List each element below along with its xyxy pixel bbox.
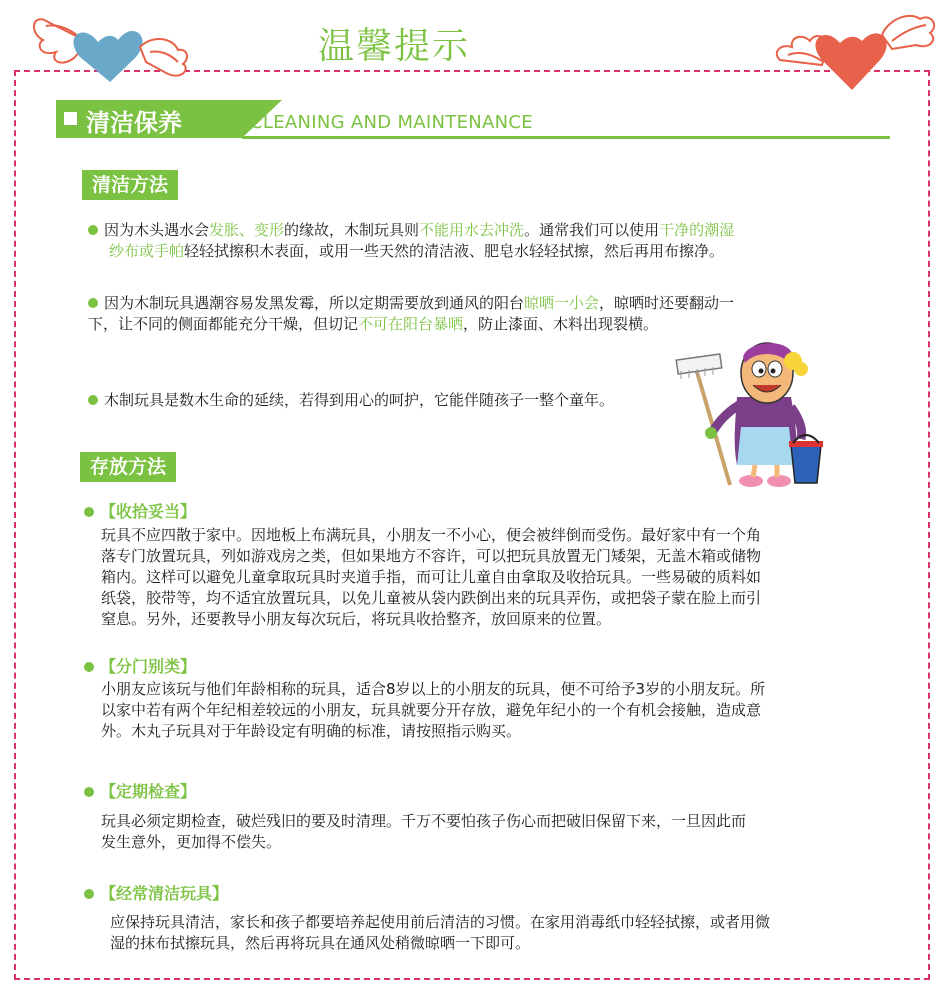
storage-item-title <box>84 499 196 522</box>
bullet-dot-icon <box>88 298 98 308</box>
bullet-dot-icon <box>84 507 94 517</box>
body-line: 纸袋，胶带等，均不适宜放置玩具，以免儿童被从袋内跌倒出来的玩具弄伤，或把袋子蒙在脸上而引 <box>101 589 762 607</box>
text-segment: 。通常我们可以使用 <box>524 221 660 239</box>
section-title-zh: 清洁保养 <box>86 109 182 137</box>
storage-item-title <box>84 654 196 677</box>
page-title: 温馨提示 <box>318 26 471 67</box>
item-title-text: 【定期检查】 <box>100 782 197 801</box>
bullet-dot-icon <box>84 662 94 672</box>
storage-method-tag: 存放方法 <box>80 452 176 482</box>
text-segment: 轻轻拭擦积木表面，或用一些天然的清洁液、肥皂水轻轻拭擦，然后再用布擦净。 <box>184 242 725 260</box>
body-line: 发生意外，更加得不偿失。 <box>101 833 282 851</box>
bullet-dot-icon <box>88 225 98 235</box>
text-segment: 因为木头遇水会 <box>104 221 210 239</box>
bullet-dot-icon <box>84 889 94 899</box>
item-title-text: 【经常清洁玩具】 <box>100 884 229 903</box>
cleaning-paragraph-2 <box>88 293 833 335</box>
winged-heart-right-icon <box>770 5 940 95</box>
bullet-dot-icon <box>84 787 94 797</box>
cleaning-paragraph-1 <box>88 220 833 262</box>
item-title-text: 【分门别类】 <box>100 657 197 676</box>
highlight-text: 晾晒一小会 <box>524 294 600 312</box>
text-segment: 因为木制玩具遇潮容易发黑发霉，所以定期需要放到通风的阳台 <box>104 294 525 312</box>
text-segment: 的缘故，木制玩具则 <box>284 221 420 239</box>
cleaning-paragraph-3 <box>88 390 688 411</box>
storage-item-body <box>101 679 861 742</box>
highlight-text: 发胀、变形 <box>209 221 285 239</box>
storage-item-body <box>101 525 861 630</box>
cleaning-method-tag: 清洁方法 <box>82 170 178 200</box>
cleaning-lady-illustration <box>675 335 835 493</box>
highlight-text: 纱布或手帕 <box>109 242 185 260</box>
body-line: 以家中若有两个年纪相差较远的小朋友，玩具就要分开存放，避免年纪小的一个有机会接触，造成意 <box>101 701 762 719</box>
text-segment: ，防止漆面、木料出现裂横。 <box>463 315 659 333</box>
storage-item-body <box>101 811 861 853</box>
section-header <box>56 100 890 138</box>
bullet-dot-icon <box>88 395 98 405</box>
highlight-text: 干净的潮湿 <box>659 221 735 239</box>
square-bullet-icon <box>64 112 77 125</box>
body-line: 窒息。另外，还要教导小朋友每次玩后，将玩具收拾整齐，放回原来的位置。 <box>101 610 612 628</box>
highlight-text: 不能用水去冲洗 <box>419 221 525 239</box>
body-line: 玩具必须定期检查，破烂残旧的要及时清理。千万不要怕孩子伤心而把破旧保留下来，一旦因此而 <box>101 812 747 830</box>
section-underline <box>242 136 890 139</box>
body-line: 玩具不应四散于家中。因地板上布满玩具，小朋友一不小心，便会被绊倒而受伤。最好家中有一个角 <box>101 526 762 544</box>
section-title-en: CLEANING AND MAINTENANCE <box>250 112 533 133</box>
text-segment: 下，让不同的侧面都能充分干燥，但切记 <box>88 315 359 333</box>
storage-item-title <box>84 881 228 904</box>
body-line: 应保持玩具清洁，家长和孩子都要培养起使用前后清洁的习惯。在家用消毒纸巾轻轻拭擦，或者用微 <box>110 913 771 931</box>
highlight-text: 不可在阳台暴晒 <box>358 315 464 333</box>
text-segment: 木制玩具是数木生命的延续，若得到用心的呵护，它能伴随孩子一整个童年。 <box>104 391 615 409</box>
body-line: 箱内。这样可以避免儿童拿取玩具时夹道手指，而可让儿童自由拿取及收拾玩具。一些易破的质料如 <box>101 568 762 586</box>
text-segment: ，晾晒时还要翻动一 <box>599 294 735 312</box>
body-line: 湿的抹布拭擦玩具，然后再将玩具在通风处稍微晾晒一下即可。 <box>110 934 531 952</box>
body-line: 小朋友应该玩与他们年龄相称的玩具，适合8岁以上的小朋友的玩具，便不可给予3岁的小朋友玩。所 <box>101 680 766 698</box>
storage-item-title <box>84 779 196 802</box>
storage-item-body <box>110 912 870 954</box>
winged-heart-left-icon <box>28 2 193 84</box>
body-line: 外。木丸子玩具对于年龄设定有明确的标准，请按照指示购买。 <box>101 722 522 740</box>
item-title-text: 【收拾妥当】 <box>100 502 197 521</box>
body-line: 落专门放置玩具，列如游戏房之类，但如果地方不容许，可以把玩具放置无门矮架，无盖木箱或储物 <box>101 547 762 565</box>
